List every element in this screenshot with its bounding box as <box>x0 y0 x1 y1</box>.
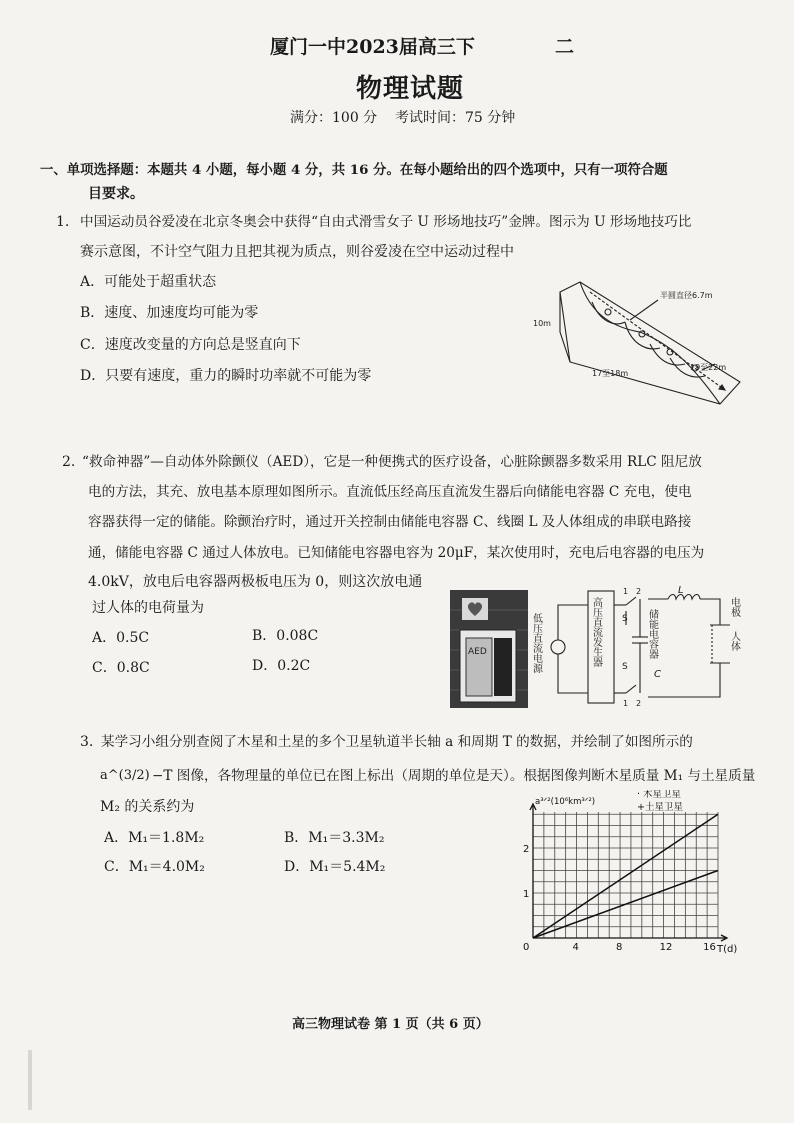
exam-meta: 满分：100 分 考试时间：75 分钟 <box>290 110 516 126</box>
section-heading: 一、单项选择题：本题共 4 小题，每小题 4 分，共 16 分。在每小题给出的四个选项中，只有一项符合题 <box>40 162 668 178</box>
q1-option-a: A．可能处于超重状态 <box>80 274 217 290</box>
label-hv-generator: 高压直流发生器 <box>590 597 602 667</box>
label-top-terminal-2: 2 <box>636 587 642 596</box>
x-tick-label: 0 <box>523 942 530 953</box>
q3-option-a: A．M₁＝1.8M₂ <box>104 830 205 846</box>
q2-stem-line2: 电的方法，其充、放电基本原理如图所示。直流低压经高压直流发生器后向储能电容器 C 充电，使电 <box>88 484 692 500</box>
q1-option-d: D．只要有速度，重力的瞬时功率就不可能为零 <box>80 368 372 384</box>
label-low-voltage-source: 低压直流电源 <box>530 613 542 673</box>
x-tick-label: 12 <box>659 942 673 953</box>
q3-option-d: D．M₁＝5.4M₂ <box>284 859 386 875</box>
q1-stem-line1: 中国运动员谷爱凌在北京冬奥会中获得“自由式滑雪女子 U 形场地技巧”金牌。图示为 U 形场地技巧比 <box>80 214 692 230</box>
y-tick-label: 1 <box>523 889 530 900</box>
y-tick-label: 2 <box>523 844 530 855</box>
q2-option-a: A．0.5C <box>92 630 150 646</box>
label-bottom-terminal-2: 2 <box>636 699 642 708</box>
exam-title: 厦门一中2023届高三下 <box>270 36 475 58</box>
q3-number: 3. <box>80 734 94 750</box>
q2-option-c: C．0.8C <box>92 660 150 676</box>
legend-saturn: +土星卫星 <box>637 802 683 813</box>
q2-stem-line4: 通，储能电容器 C 通过人体放电。已知储能电容器电容为 20μF，某次使用时，充电后电容器的电压为 <box>88 545 705 561</box>
label-human-body: 人体 <box>728 631 740 651</box>
series-line-jupiter <box>533 814 718 938</box>
halfpipe-figure <box>530 272 745 414</box>
label-switch-top: S <box>622 614 628 624</box>
subject-title: 物理试题 <box>356 74 465 104</box>
label-switch-bottom: S <box>622 662 628 672</box>
label-capacitor-symbol: C <box>654 669 661 680</box>
q2-option-d: D．0.2C <box>252 658 311 674</box>
label-top-terminal-1: 1 <box>623 587 629 596</box>
section-heading-cont: 目要求。 <box>88 186 144 202</box>
q3-option-b: B．M₁＝3.3M₂ <box>284 830 385 846</box>
page-footer: 高三物理试卷 第 1 页（共 6 页） <box>292 1017 489 1032</box>
chart-ylabel: a³ᐟ²(10⁶km³ᐟ²) <box>535 797 596 807</box>
aed-photo-label: AED <box>468 647 487 657</box>
q3-option-c: C．M₁＝4.0M₂ <box>104 859 205 875</box>
q2-stem-line1: “救命神器”—自动体外除颤仪（AED），它是一种便携式的医疗设备，心脏除颤器多数采用 RLC 阻尼放 <box>82 454 702 470</box>
label-inductor: L <box>678 585 684 596</box>
q3-stem-line1: 某学习小组分别查阅了木星和土星的多个卫星轨道半长轴 a 和周期 T 的数据，并绘制了如图所示的 <box>101 734 693 750</box>
scan-edge <box>28 1050 32 1110</box>
x-tick-label: 16 <box>703 942 716 953</box>
a-t-chart <box>505 790 745 965</box>
chart-xlabel: T(d) <box>717 944 738 955</box>
label-bottom-terminal-1: 1 <box>623 699 629 708</box>
q1-option-c: C．速度改变量的方向总是竖直向下 <box>80 337 301 353</box>
x-tick-label: 8 <box>616 942 623 953</box>
aed-photo <box>450 590 528 708</box>
q1-option-b: B．速度、加速度均可能为零 <box>80 305 259 321</box>
q3-stem-line2: −T 图像，各物理量的单位已在图上标出（周期的单位是天）。根据图像判断木星质量 M₁ 与土星质量 <box>152 768 756 784</box>
label-storage-capacitor: 储能电容器 <box>646 609 658 659</box>
q2-stem-line6: 过人体的电荷量为 <box>92 600 204 616</box>
halfpipe-radius-label: 半圆直径6.7m <box>660 291 713 300</box>
q2-stem-line5: 4.0kV，放电后电容器两极板电压为 0，则这次放电通 <box>88 574 423 590</box>
q2-stem-line3: 容器获得一定的储能。除颤治疗时，通过开关控制由储能电容器 C、线圈 L 及人体组成的串联电路接 <box>88 514 692 530</box>
q1-stem-line2: 赛示意图，不计空气阻力且把其视为质点，则谷爱凌在空中运动过程中 <box>80 244 514 260</box>
q2-option-b: B．0.08C <box>252 628 319 644</box>
halfpipe-length-label: 17至18m <box>592 369 629 378</box>
q1-number: 1. <box>56 214 70 230</box>
exam-title-suffix: 二 <box>555 36 575 58</box>
legend-jupiter: · 木星卫星 <box>637 790 682 800</box>
halfpipe-width-label: 19至22m <box>690 363 727 372</box>
q3-stem-line3: M₂ 的关系约为 <box>100 799 195 815</box>
q2-number: 2. <box>62 454 76 470</box>
x-tick-label: 4 <box>572 942 579 953</box>
q3-stem-expr: a^(3/2) <box>100 768 150 783</box>
aed-circuit-diagram <box>530 585 775 710</box>
halfpipe-height-label: 10m <box>533 319 551 328</box>
label-electrode: 电极 <box>728 597 740 617</box>
